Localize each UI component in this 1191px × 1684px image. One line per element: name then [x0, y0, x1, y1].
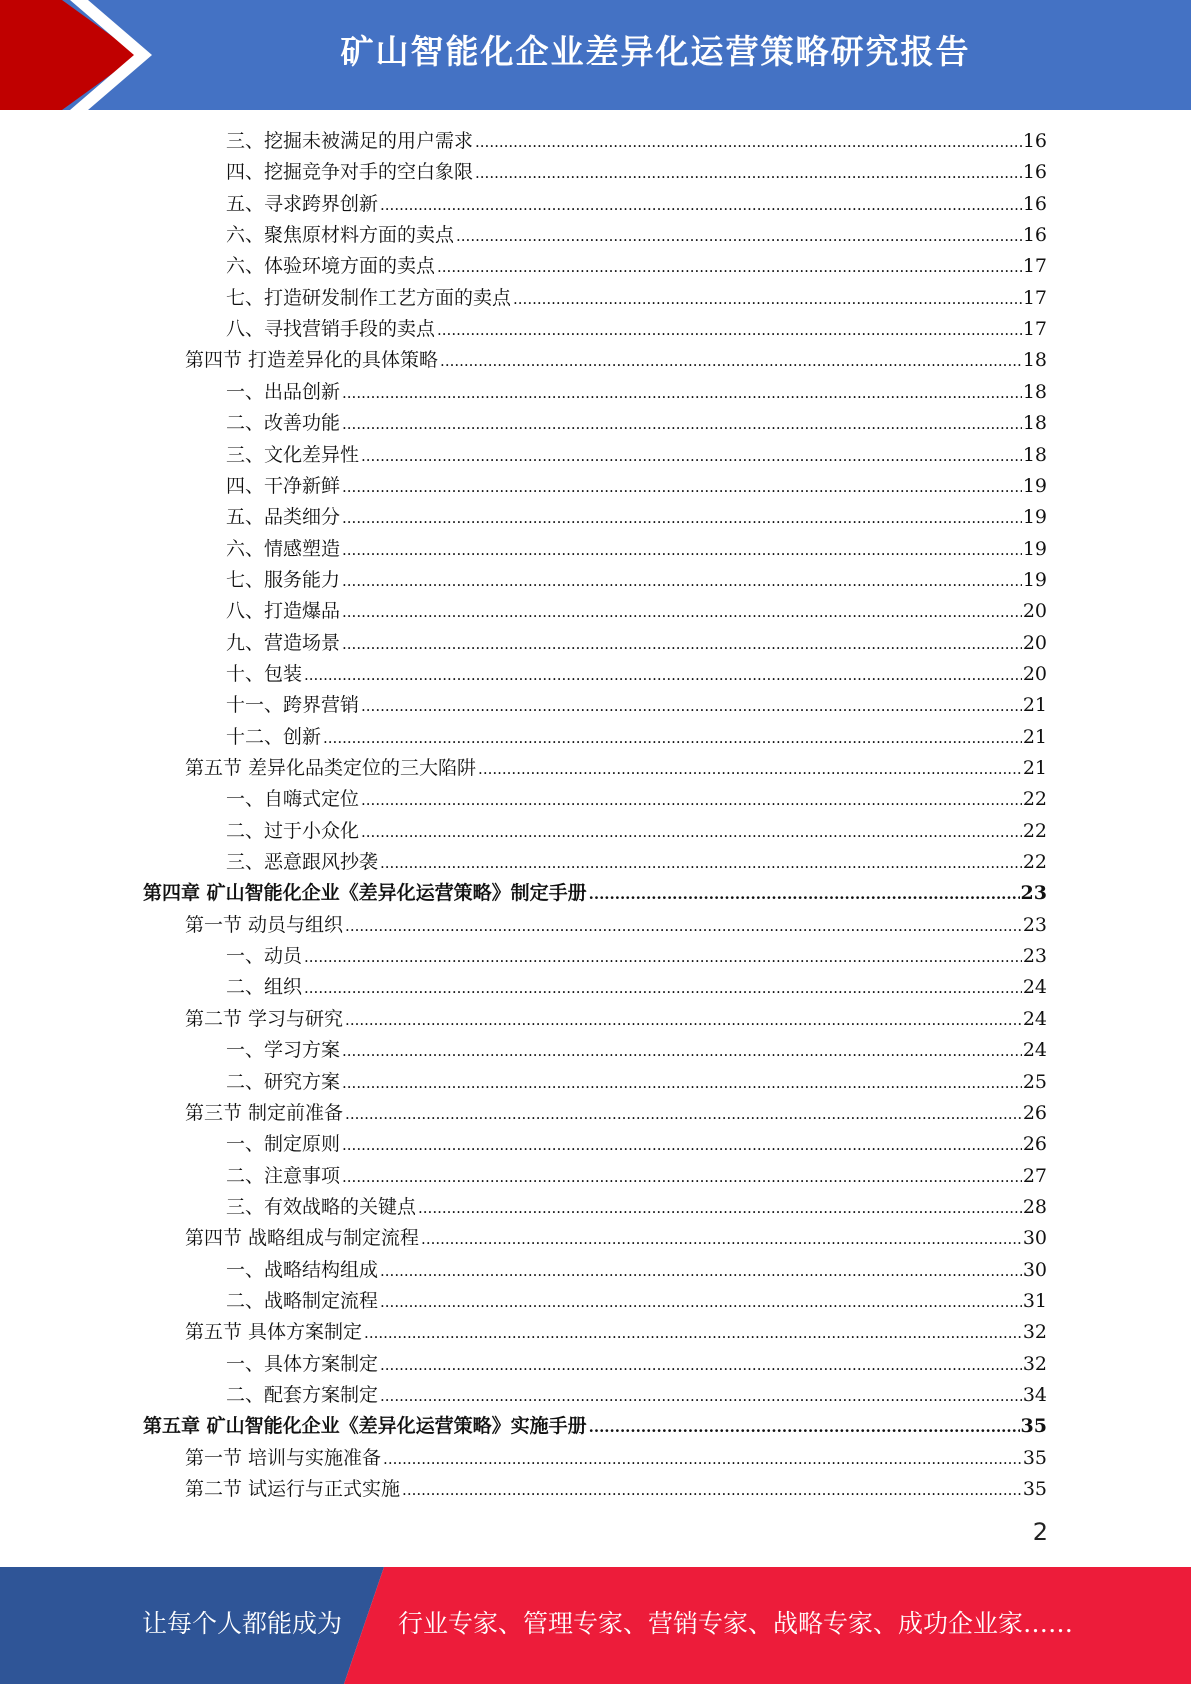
toc-entry-title: 第四节 打造差异化的具体策略	[185, 349, 439, 372]
toc-entry-title: 七、服务能力	[226, 568, 341, 591]
toc-dot-leader	[440, 346, 1022, 377]
footer-slogan-right: 行业专家、管理专家、营销专家、战略专家、成功企业家……	[398, 1609, 1074, 1638]
toc-entry-title: 第四章 矿山智能化企业《差异化运营策略》制定手册	[143, 882, 587, 905]
toc-entry-title: 第四节 战略组成与制定流程	[185, 1227, 420, 1250]
toc-entry-title: 四、挖掘竞争对手的空白象限	[226, 161, 474, 184]
toc-dot-leader	[456, 221, 1022, 252]
toc-entry-title: 八、打造爆品	[226, 600, 341, 623]
toc-entry-title: 一、制定原则	[226, 1133, 341, 1156]
toc-entry-title: 一、战略结构组成	[226, 1258, 379, 1281]
toc-entry[interactable]	[185, 1317, 1047, 1348]
toc-entry-page: 17	[1022, 255, 1047, 278]
toc-dot-leader	[323, 723, 1022, 754]
toc-entry-page: 20	[1022, 600, 1047, 623]
toc-entry-page: 18	[1022, 443, 1047, 466]
toc-dot-leader	[342, 1130, 1022, 1161]
toc-entry-title: 三、有效战略的关键点	[226, 1195, 417, 1218]
toc-entry-page: 32	[1022, 1321, 1047, 1344]
toc-entry-page: 16	[1022, 224, 1047, 247]
toc-dot-leader	[304, 942, 1022, 973]
toc-dot-leader	[342, 472, 1022, 503]
toc-entry[interactable]	[143, 878, 1047, 909]
toc-entry-page: 16	[1022, 192, 1047, 215]
toc-entry[interactable]	[226, 690, 1047, 721]
toc-entry-title: 三、挖掘未被满足的用户需求	[226, 130, 474, 152]
toc-entry[interactable]	[226, 314, 1047, 345]
toc-entry[interactable]	[226, 251, 1047, 282]
toc-entry-title: 六、情感塑造	[226, 537, 341, 560]
toc-entry-page: 32	[1022, 1352, 1047, 1375]
toc-entry-page: 18	[1022, 412, 1047, 435]
toc-dot-leader	[361, 691, 1022, 722]
toc-entry-title: 一、具体方案制定	[226, 1352, 379, 1375]
toc-dot-leader	[342, 378, 1022, 409]
toc-entry-title: 第一节 动员与组织	[185, 913, 344, 936]
toc-dot-leader	[361, 785, 1022, 816]
toc-entry-title: 六、体验环境方面的卖点	[226, 255, 436, 278]
toc-entry-page: 35	[1020, 1415, 1047, 1438]
toc-dot-leader	[380, 1381, 1022, 1412]
toc-entry[interactable]	[226, 377, 1047, 408]
toc-entry-title: 第五节 具体方案制定	[185, 1321, 363, 1344]
toc-dot-leader	[364, 1318, 1022, 1349]
toc-entry-title: 五、品类细分	[226, 506, 341, 529]
page-header	[0, 0, 1191, 110]
toc-entry-page: 16	[1022, 130, 1047, 152]
toc-entry-page: 24	[1022, 976, 1047, 999]
toc-entry-page: 30	[1022, 1258, 1047, 1281]
toc-entry-title: 八、寻找营销手段的卖点	[226, 318, 436, 341]
toc-entry-page: 27	[1022, 1164, 1047, 1187]
toc-entry[interactable]	[185, 1443, 1047, 1474]
toc-dot-leader	[475, 127, 1022, 158]
toc-dot-leader	[342, 597, 1022, 628]
toc-entry-page: 21	[1022, 757, 1047, 779]
toc-dot-leader	[437, 315, 1022, 346]
toc-entry[interactable]	[185, 753, 1047, 784]
toc-entry-title: 三、恶意跟风抄袭	[226, 851, 379, 874]
toc-dot-leader	[342, 566, 1022, 597]
toc-entry-page: 21	[1022, 694, 1047, 717]
toc-entry[interactable]	[226, 1286, 1047, 1317]
toc-entry-title: 二、过于小众化	[226, 819, 360, 842]
toc-entry-page: 34	[1022, 1384, 1047, 1406]
toc-entry-title: 三、文化差异性	[226, 443, 360, 466]
toc-entry-page: 19	[1022, 506, 1047, 529]
toc-entry-page: 23	[1022, 913, 1047, 936]
toc-dot-leader	[380, 848, 1022, 879]
toc-entry-page: 18	[1022, 380, 1047, 403]
toc-entry-title: 第一节 培训与实施准备	[185, 1446, 382, 1469]
toc-entry[interactable]	[226, 534, 1047, 565]
toc-entry-page: 16	[1022, 161, 1047, 184]
toc-entry[interactable]	[226, 1035, 1047, 1066]
toc-dot-leader	[589, 879, 1020, 910]
toc-entry-page: 24	[1022, 1039, 1047, 1062]
toc-entry[interactable]	[226, 283, 1047, 314]
toc-entry[interactable]	[226, 157, 1047, 188]
toc-entry-title: 第二节 学习与研究	[185, 1007, 344, 1030]
toc-entry[interactable]	[185, 1474, 1047, 1505]
toc-entry-title: 第五节 差异化品类定位的三大陷阱	[185, 757, 477, 779]
toc-entry[interactable]	[226, 1161, 1047, 1192]
toc-dot-leader	[345, 1005, 1022, 1036]
toc-entry[interactable]	[226, 941, 1047, 972]
toc-entry-title: 五、寻求跨界创新	[226, 192, 379, 215]
toc-entry-page: 17	[1022, 286, 1047, 309]
toc-dot-leader	[342, 629, 1022, 660]
toc-entry[interactable]	[226, 1349, 1047, 1380]
toc-entry-title: 一、学习方案	[226, 1039, 341, 1062]
toc-entry-title: 十一、跨界营销	[226, 694, 360, 717]
toc-entry-title: 第三节 制定前准备	[185, 1101, 344, 1124]
toc-entry[interactable]	[226, 816, 1047, 847]
toc-entry[interactable]	[226, 659, 1047, 690]
toc-entry[interactable]	[226, 502, 1047, 533]
toc-dot-leader	[342, 535, 1022, 566]
toc-dot-leader	[345, 1099, 1022, 1130]
toc-entry-title: 十二、创新	[226, 725, 322, 748]
toc-entry-title: 一、自嗨式定位	[226, 788, 360, 811]
toc-entry-page: 35	[1022, 1478, 1047, 1501]
toc-dot-leader	[342, 1068, 1022, 1099]
page-number: 2	[1032, 1518, 1048, 1546]
toc-entry-title: 一、出品创新	[226, 380, 341, 403]
toc-entry[interactable]	[226, 1067, 1047, 1098]
toc-entry[interactable]	[143, 1411, 1047, 1442]
toc-entry[interactable]	[185, 1223, 1047, 1254]
toc-entry-page: 17	[1022, 318, 1047, 341]
toc-entry[interactable]	[185, 1004, 1047, 1035]
toc-entry-page: 30	[1022, 1227, 1047, 1250]
toc-entry-page: 23	[1022, 945, 1047, 968]
toc-entry[interactable]	[226, 628, 1047, 659]
toc-entry[interactable]	[185, 910, 1047, 941]
toc-entry-title: 二、研究方案	[226, 1070, 341, 1093]
toc-dot-leader	[342, 1036, 1022, 1067]
toc-entry-title: 二、战略制定流程	[226, 1289, 379, 1312]
toc-entry[interactable]	[226, 596, 1047, 627]
toc-entry[interactable]	[226, 471, 1047, 502]
toc-dot-leader	[475, 158, 1022, 189]
toc-entry[interactable]	[226, 784, 1047, 815]
footer-slogan-left: 让每个人都能成为	[142, 1609, 343, 1638]
toc-dot-leader	[342, 409, 1022, 440]
toc-dot-leader	[304, 973, 1022, 1004]
toc-dot-leader	[589, 1412, 1020, 1443]
toc-entry-title: 十、包装	[226, 662, 303, 685]
toc-entry[interactable]	[226, 1255, 1047, 1286]
toc-entry-title: 四、干净新鲜	[226, 474, 341, 497]
toc-dot-leader	[380, 190, 1022, 221]
toc-dot-leader	[342, 503, 1022, 534]
toc-entry-page: 21	[1022, 725, 1047, 748]
toc-entry-page: 22	[1022, 819, 1047, 842]
toc-dot-leader	[478, 754, 1022, 785]
header-title: 矿山智能化企业差异化运营策略研究报告	[340, 32, 971, 71]
toc-dot-leader	[383, 1444, 1022, 1475]
toc-entry-page: 22	[1022, 788, 1047, 811]
toc-entry-page: 31	[1022, 1289, 1047, 1312]
toc-dot-leader	[380, 1256, 1022, 1287]
toc-entry[interactable]	[226, 972, 1047, 1003]
toc-entry-page: 20	[1022, 631, 1047, 654]
toc-dot-leader	[418, 1193, 1022, 1224]
toc-entry-page: 19	[1022, 568, 1047, 591]
toc-entry[interactable]	[226, 1192, 1047, 1223]
toc-entry-page: 24	[1022, 1007, 1047, 1030]
toc-dot-leader	[513, 284, 1022, 315]
toc-entry-page: 18	[1022, 349, 1047, 372]
toc-entry-title: 第五章 矿山智能化企业《差异化运营策略》实施手册	[143, 1415, 587, 1438]
toc-entry-title: 九、营造场景	[226, 631, 341, 654]
toc-entry-page: 35	[1022, 1446, 1047, 1469]
toc-entry[interactable]	[226, 1380, 1047, 1411]
toc-entry[interactable]	[226, 847, 1047, 878]
toc-entry-page: 28	[1022, 1195, 1047, 1218]
toc-entry-title: 六、聚焦原材料方面的卖点	[226, 224, 455, 247]
toc-entry[interactable]	[226, 408, 1047, 439]
toc-dot-leader	[437, 252, 1022, 283]
toc-entry[interactable]	[185, 1098, 1047, 1129]
toc-entry[interactable]	[226, 440, 1047, 471]
toc-dot-leader	[342, 1162, 1022, 1193]
toc-dot-leader	[421, 1224, 1022, 1255]
toc-entry-page: 19	[1022, 474, 1047, 497]
toc-dot-leader	[380, 1287, 1022, 1318]
toc-entry[interactable]	[226, 1129, 1047, 1160]
toc-entry-title: 二、注意事项	[226, 1164, 341, 1187]
toc-entry[interactable]	[226, 126, 1047, 157]
toc-entry-title: 二、配套方案制定	[226, 1384, 379, 1406]
toc-entry-title: 七、打造研发制作工艺方面的卖点	[226, 286, 512, 309]
toc-dot-leader	[380, 1350, 1022, 1381]
toc-entry[interactable]	[185, 345, 1047, 376]
toc-dot-leader	[361, 817, 1022, 848]
toc-entry-page: 25	[1022, 1070, 1047, 1093]
toc-entry-page: 20	[1022, 662, 1047, 685]
toc-dot-leader	[304, 660, 1022, 691]
toc-entry[interactable]	[226, 220, 1047, 251]
toc-entry-title: 一、动员	[226, 945, 303, 968]
toc-dot-leader	[361, 441, 1022, 472]
toc-entry-title: 二、组织	[226, 976, 303, 999]
toc-entry[interactable]	[226, 565, 1047, 596]
toc-dot-leader	[402, 1475, 1022, 1506]
page-footer	[0, 1567, 1191, 1684]
toc-entry[interactable]	[226, 189, 1047, 220]
toc-entry-page: 23	[1020, 882, 1047, 905]
toc-entry-page: 19	[1022, 537, 1047, 560]
toc-entry-page: 26	[1022, 1101, 1047, 1124]
toc-entry[interactable]	[226, 722, 1047, 753]
toc-entry-page: 26	[1022, 1133, 1047, 1156]
toc-entry-title: 第二节 试运行与正式实施	[185, 1478, 401, 1501]
toc-dot-leader	[345, 911, 1022, 942]
toc-entry-page: 22	[1022, 851, 1047, 874]
toc-entry-title: 二、改善功能	[226, 412, 341, 435]
